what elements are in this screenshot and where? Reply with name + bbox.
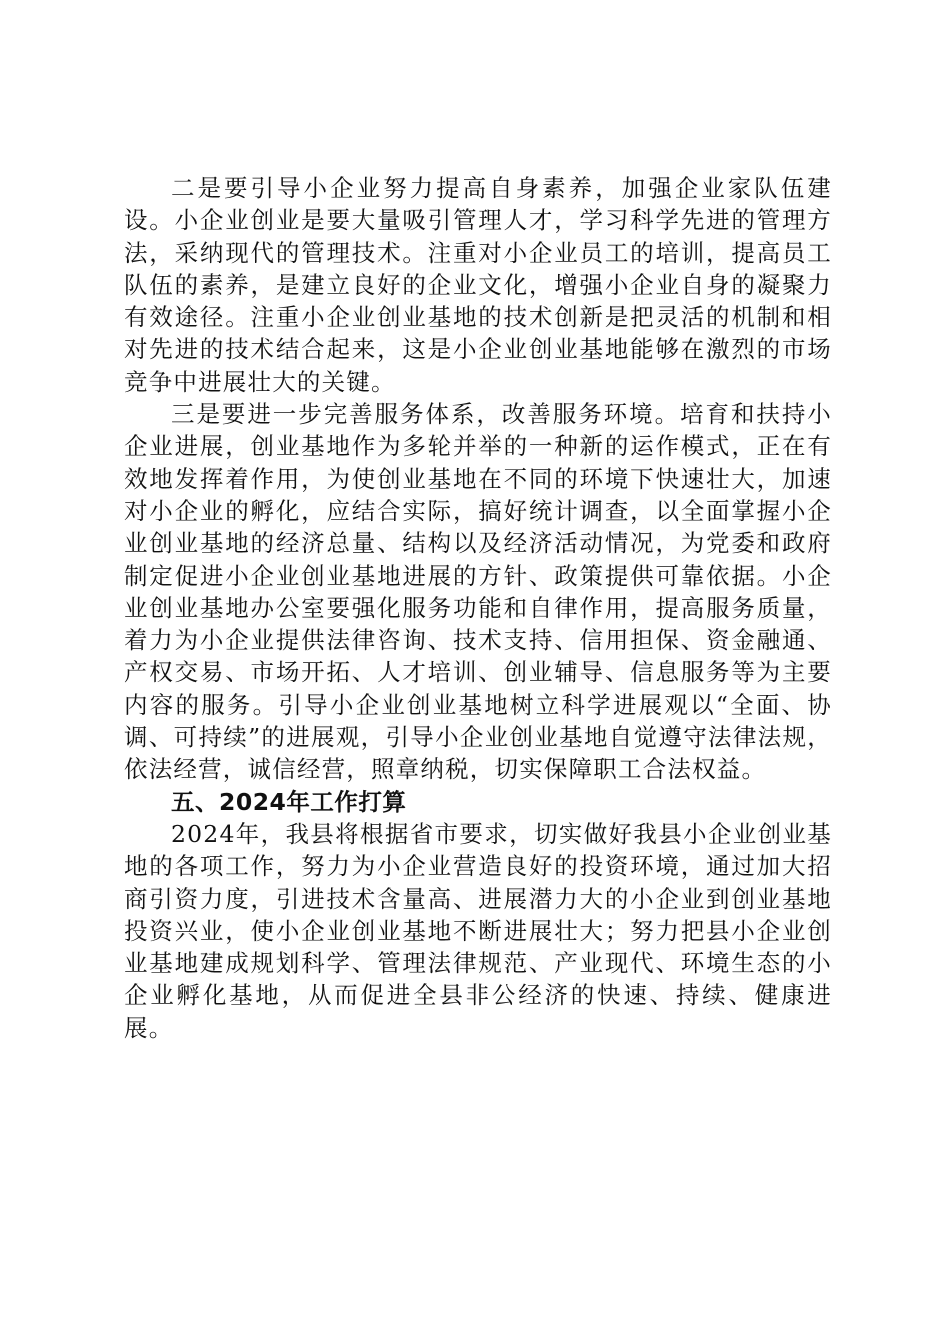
paragraph-enterprise-quality: 二是要引导小企业努力提高自身素养，加强企业家队伍建设。小企业创业是要大量吸引管理人才，学习科学先进的管理方法，采纳现代的管理技术。注重对小企业员工的培训，提高员工队伍的素养，是建立良好的企业文化，增强小企业自身的凝聚力有效途径。注重小企业创业基地的技术创新是把灵活的机制和相对先进的技术结合起来，这是小企业创业基地能够在激烈的市场竞争中进展壮大的关键。 bbox=[124, 174, 832, 396]
document-body bbox=[124, 172, 832, 1044]
paragraph-work-plan: 2024年，我县将根据省市要求，切实做好我县小企业创业基地的各项工作，努力为小企业营造良好的投资环境，通过加大招商引资力度，引进技术含量高、进展潜力大的小企业到创业基地投资兴业，使小企业创业基地不断进展壮大；努力把县小企业创业基地建成规划科学、管理法律规范、产业现代、环境生态的小企业孵化基地，从而促进全县非公经济的快速、持续、健康进展。 bbox=[124, 819, 832, 1042]
section-heading-work-plan: 五、2024年工作打算 bbox=[171, 787, 407, 816]
paragraph-service-system: 三是要进一步完善服务体系，改善服务环境。培育和扶持小企业进展，创业基地作为多轮并举的一种新的运作模式，正在有效地发挥着作用，为使创业基地在不同的环境下快速壮大，加速对小企业的孵化，应结合实际，搞好统计调查，以全面掌握小企业创业基地的经济总量、结构以及经济活动情况，为党委和政府制定促进小企业创业基地进展的方针、政策提供可靠依据。小企业创业基地办公室要强化服务功能和自律作用，提高服务质量，着力为小企业提供法律咨询、技术支持、信用担保、资金融通、产权交易、市场开拓、人才培训、创业辅导、信息服务等为主要内容的服务。引导小企业创业基地树立科学进展观以“全面、协调、可持续”的进展观，引导小企业创业基地自觉遵守法律法规，依法经营，诚信经营，照章纳税，切实保障职工合法权益。 bbox=[124, 400, 832, 784]
